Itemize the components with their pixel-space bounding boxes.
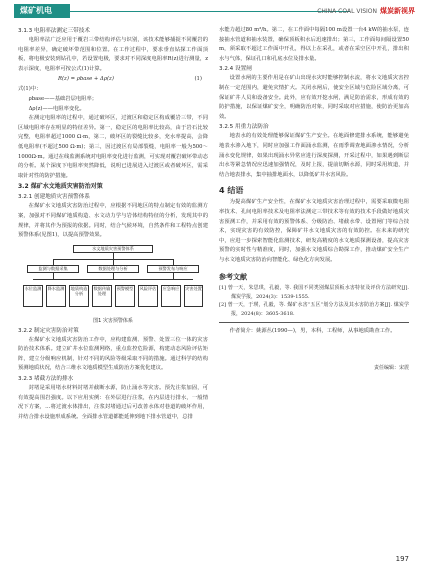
heading-4-conclusion: 4 结语 [219,186,244,196]
paragraph: 水能力超过80 m³/h。第二，在工作面中每隔100 m设置一台4 kW的抽水泵，连接抽水管道和抽水装置，确保顶板积水后迅速排出；第三，工作面每间隔设置50 m，须采取不超过工作面中开孔，得以上在采孔，或者在采空区中开孔，排出积水与气体，保证孔口和孔底水位及排水量。 [219,27,409,62]
reference-item: [1] 曾一天，朱思琪，孔毅，等. 我国不同类别煤层顶板水害特征及评价方法研究[J]. 煤炭学报，2024(3)：1539-1555. [219,285,409,300]
heading-3-2-1: 3.2.1 创建地质灾害预警体系 [18,194,90,201]
diagram-node-leaf: 应急响应 [161,285,181,307]
heading-3-2-2: 3.2.2 制定灾害防治对策 [18,327,79,334]
where-item: Δρ(z)——电阻率变化。 [28,105,85,112]
heading-3-2: 3.2 煤矿水文地质灾害防治对策 [18,183,103,191]
author-bio: 作者简介：姚源丛(1990—)，男，本科，工程师，从事地质勘查工作。 [229,327,396,334]
section-tab: 煤矿机电 [14,4,70,18]
paragraph: 设置水闸的主要作用是在矿山出现水灾时能够控制水流，将水文地质灾害控制在一定范围内，避免灾情扩大。关闭水闸后，使安全区域与危险区域分离，可保证矿井人员和设备安全。此外，应有效开挖水闸，满足防治需求，形成有效的防护措施，以保证煤矿安全，明确防治对象，同时采取对应措施，使防治更加高效。 [219,75,409,120]
brand-en: CHINA COAL VISION [317,8,377,15]
where-item: ρbase——基础岩层电阻率； [28,95,98,102]
diagram-node-leaf: 降水监测 [46,285,66,307]
diagram-node-leaf: 预警模型 [115,285,135,307]
connector [33,279,193,280]
figure-caption: 图1 灾害预警体系 [93,317,133,324]
diagram-node-mid: 监测与数据采集 [27,265,79,273]
diagram-node-leaf: 灾害处置 [184,285,203,307]
diagram-node-leaf: 数据传输处理 [92,285,112,307]
heading-3-1-3: 3.1.3 电阻率法测定三带技术 [18,28,90,34]
divider [219,322,409,323]
journal-brand [317,6,415,16]
paragraph: 地表水的有效处理能够保证煤矿生产安全。在地面修建排水系统，能够避免地表水渗入地下，同时应加强工作面涌水监测，在雨季调查地面渗水情况，分析涌水变化规律，如果出现涌水异常应进行深度探测，开采过程中，如果遇到断层出水等紧急情况应迅速加强情况，及时上报，提前切断水源，同时采用坡道，并结合地表排水，集中抽排地面水，以降低矿井水害风险。 [219,133,409,178]
formula-text: R(z) = ρbase + Δρ(z) [58,76,114,83]
editor-credit: 责任编辑：宋震 [373,364,409,371]
formula-1 [18,74,208,85]
heading-3-2-4: 3.2.4 设置闸 [219,66,252,73]
diagram-node-mid: 预警发布与响应 [147,265,199,273]
references-title: 参考文献 [219,273,247,282]
right-column [219,26,409,373]
left-column [18,26,208,422]
page-number: 197 [395,555,409,563]
where-label: 式(1)中： [18,86,42,93]
formula-number: (1) [194,76,202,83]
paragraph: 电阻率法广泛应用于覆岩三带结构评估与识别，该技术能够捕捉不同覆岩的电阻率差异，确定破坏带范围和位置。在工作过程中，要求垂直钻探工作面顶板，将电极安装到钻孔中，若设置电极，要求对不同深度电阻率R(z)进行测量，z表示深度，电阻率可按公式(1)计算。 [18,37,208,72]
paragraph: 在煤矿水文地质灾害防治过程中，应根据不同地区的特点制定有效的监测方案，加强对不同煤矿地质构造、水文动力学与岩体结构特征的分析，发现其中的规律，并将其作为预报的依据。同时，结合气候环境，自然条件和工程特点创建预警体系(见图1)，以提高预警效果。 [18,203,208,239]
paragraph: 为提高煤矿生产安全性，在煤矿水文地质灾害治理过程中，需要采取微电阻率技术、孔间电阻率技术及电阻率法测定三带技术等有效的技术手段做好地质灾害预测工作，并采用有效的预警体系、分级防治、堵截水带、设置闸门等综合技术，实现灾害的有效防控，保障矿井水文地质灾害的有效防控。在未来的研究中，应进一步探索智能化监测技术，研发高精度的水文地质探测设备，提高灾害预警的实时性与精准度，同时，加强水文地质综合勘探工作，推动煤矿安全生产与水文地质灾害防治向智能化、绿色化方向发展。 [219,199,409,263]
page-header [0,0,427,22]
paragraph: 在测定电阻率的过程中，通过破坏区，过渡区和稳定区构成覆岩三带，不同区域电阻率存在明显的特征差异。第一，稳定区的电阻率比较高，由于岩石比较完整，电阻率超过1000 Ω·m，第二，破坏区的裂缝比较多，充水率提高，会降低电阻率(不超过500 Ω·m)；第三，因过渡区有局部裂缝，电阻率一般为500～1000Ω·m。通过在线监测系统对电阻率变化进行监测，可实现对覆岩破坏带动态的分析。某个深度下电阻率突然降低，说明已进展进入过渡区或者破坏区，需采取针对性的防护措施。 [18,115,208,179]
diagram-node-leaf: 水位监测 [23,285,43,307]
diagram-node-mid: 数据处理与分析 [87,265,139,273]
diagram-node-leaf: 风险评估 [138,285,158,307]
heading-3-2-3: 3.2.3 堵截方法的排水 [18,376,74,383]
diagram-node-leaf: 地质构造分析 [69,285,89,307]
heading-3-2-5: 3.2.5 用重力法防治 [219,124,269,131]
header-rule [70,11,350,12]
paragraph: 封堵是采用堵水材料封堵并截断水源，防止涌水等灾害。预先注浆加固，可有效提高围岩强度。以下应用实例：在外层进行注浆，在内层进行排水，一般情况下方案，…将过渡水体排出，注浆封堵通过后可改善水体对巷道的破坏作用，并结合排水设施形成系统。全面排水管道都能延伸到地下排水管道中，总排 [18,385,208,420]
diagram-node-top: 水文地质灾害预警体系 [73,245,153,253]
figure-1-diagram [23,245,203,315]
paragraph: 在煤矿水文地质灾害防治工作中，应构建监测、预警、处置三位一体的灾害防治技术体系。建立矿井水位监测网络，重点监控危险源，构建动态风险评估矩阵，建立分级响应机制，针对不同的风险等级采取不同的措施。通过科学的结构预测地质状况，结合三维水文地质模型生成防治方案优化建议。 [18,336,208,372]
brand-cn: 煤炭新视界 [380,7,415,15]
reference-item: [2] 曾一天，于瑛，孔毅，等. 煤矿水害“五区”划分方法及其水害防治方案[J]. 煤炭学报，2024(8)：3605-3618. [219,302,409,317]
